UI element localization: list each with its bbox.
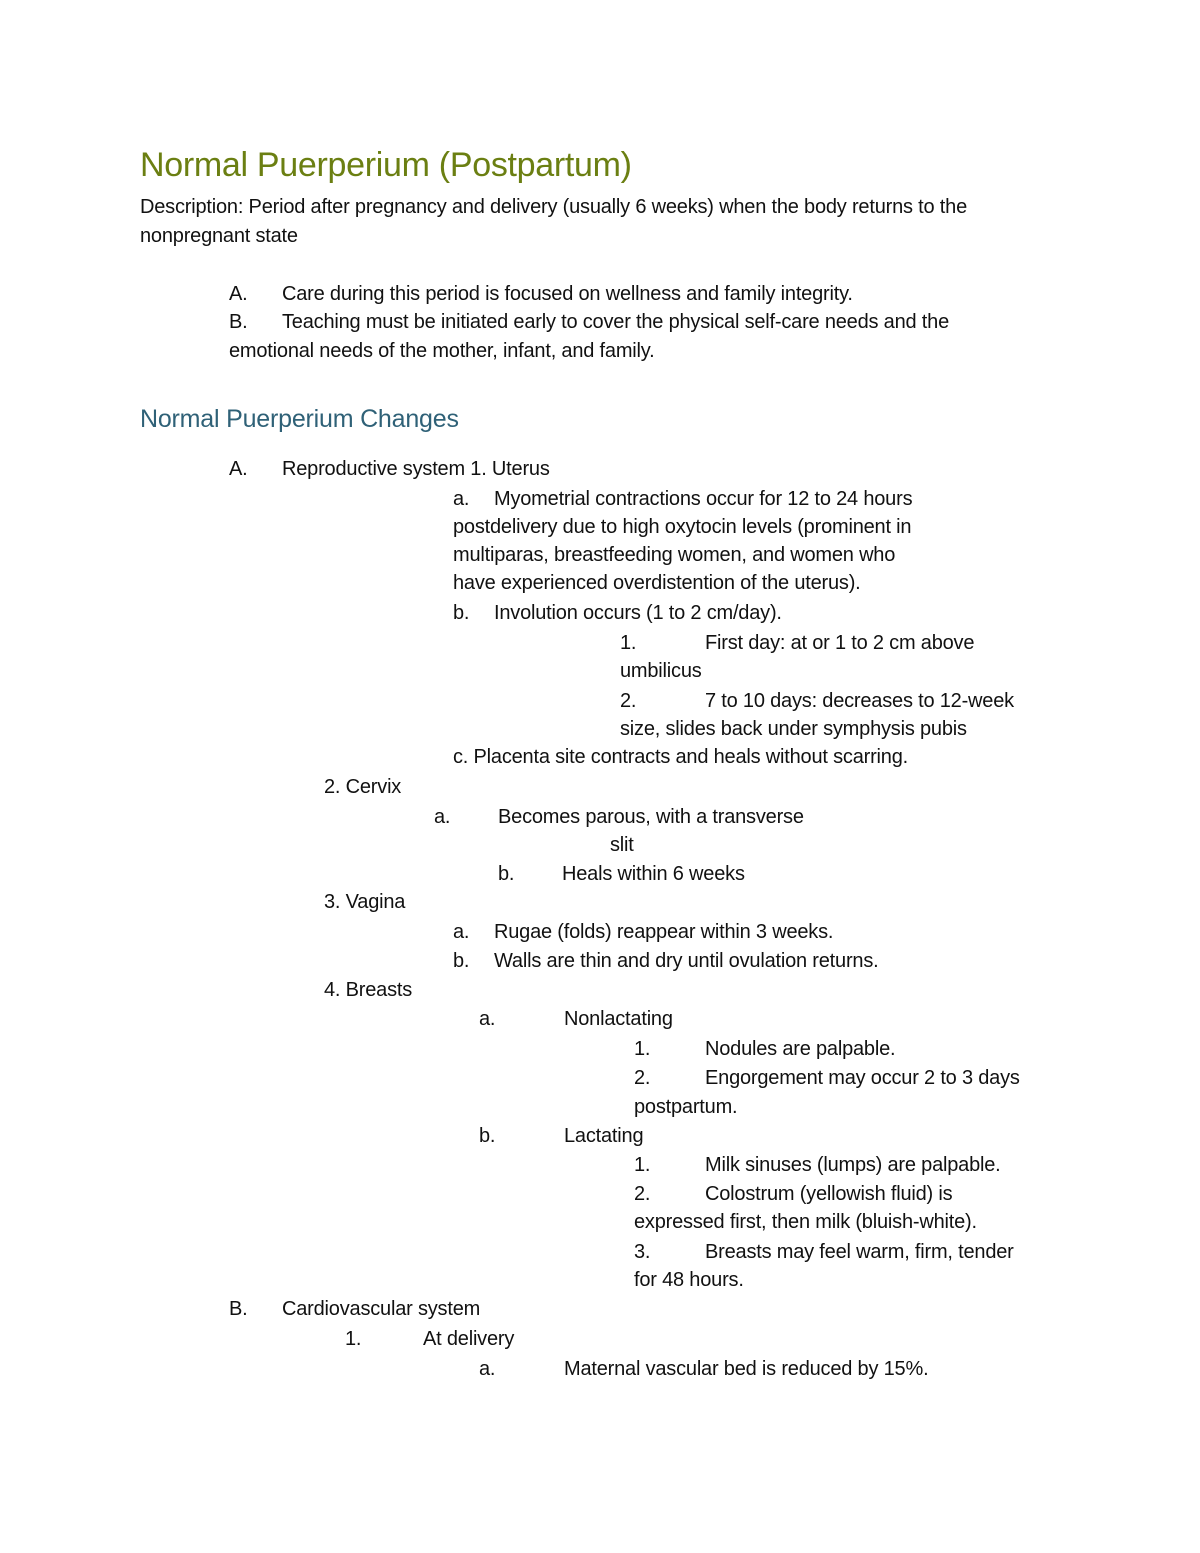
breasts-b2-line-1: Colostrum (yellowish fluid) is xyxy=(705,1183,953,1205)
breasts-b2-marker: 2. xyxy=(634,1183,651,1205)
cervix-a-marker: a. xyxy=(434,806,451,828)
intro-marker-b: B. xyxy=(229,311,248,333)
cervix-heading: 2. Cervix xyxy=(324,776,402,798)
description-line-2: nonpregnant state xyxy=(140,225,298,247)
outline-marker-a: A. xyxy=(229,458,248,480)
cervix-a-line-2: slit xyxy=(610,834,634,856)
uterus-a-marker: a. xyxy=(453,488,470,510)
intro-item-a: Care during this period is focused on wellness and family integrity. xyxy=(282,283,853,305)
outline-marker-b: B. xyxy=(229,1298,248,1320)
uterus-a-line-4: have experienced overdistention of the uterus). xyxy=(453,572,861,594)
breasts-a2-marker: 2. xyxy=(634,1067,651,1089)
breasts-b-text: Lactating xyxy=(564,1125,644,1147)
cervix-a-line-1: Becomes parous, with a transverse xyxy=(498,806,804,828)
breasts-b3-line-1: Breasts may feel warm, firm, tender xyxy=(705,1241,1014,1263)
cervix-b-text: Heals within 6 weeks xyxy=(562,863,745,885)
section-heading: Normal Puerperium Changes xyxy=(140,405,459,433)
breasts-b3-line-2: for 48 hours. xyxy=(634,1269,744,1291)
breasts-b1-text: Milk sinuses (lumps) are palpable. xyxy=(705,1154,1001,1176)
cardio-1a-marker: a. xyxy=(479,1358,496,1380)
breasts-a2-line-1: Engorgement may occur 2 to 3 days xyxy=(705,1067,1020,1089)
vagina-b-marker: b. xyxy=(453,950,470,972)
uterus-b2-line-2: size, slides back under symphysis pubis xyxy=(620,718,967,740)
uterus-b1-line-2: umbilicus xyxy=(620,660,702,682)
vagina-heading: 3. Vagina xyxy=(324,891,406,913)
uterus-b2-marker: 2. xyxy=(620,690,637,712)
intro-item-b-line-2: emotional needs of the mother, infant, and family. xyxy=(229,340,655,362)
uterus-a-line-2: postdelivery due to high oxytocin levels (prominent in xyxy=(453,516,912,538)
uterus-b1-marker: 1. xyxy=(620,632,637,654)
outline-item-a: Reproductive system 1. Uterus xyxy=(282,458,550,480)
breasts-b2-line-2: expressed first, then milk (bluish-white). xyxy=(634,1211,977,1233)
page-title: Normal Puerperium (Postpartum) xyxy=(140,146,632,184)
breasts-a1-text: Nodules are palpable. xyxy=(705,1038,896,1060)
breasts-b3-marker: 3. xyxy=(634,1241,651,1263)
intro-marker-a: A. xyxy=(229,283,248,305)
uterus-b1-line-1: First day: at or 1 to 2 cm above xyxy=(705,632,975,654)
breasts-b-marker: b. xyxy=(479,1125,496,1147)
breasts-a-text: Nonlactating xyxy=(564,1008,673,1030)
intro-item-b-line-1: Teaching must be initiated early to cover the physical self-care needs and the xyxy=(282,311,950,333)
vagina-b-text: Walls are thin and dry until ovulation returns. xyxy=(494,950,879,972)
uterus-b-text: Involution occurs (1 to 2 cm/day). xyxy=(494,602,782,624)
cardio-1-marker: 1. xyxy=(345,1328,362,1350)
breasts-heading: 4. Breasts xyxy=(324,979,413,1001)
uterus-a-line-1: Myometrial contractions occur for 12 to 24 hours xyxy=(494,488,913,510)
breasts-a2-line-2: postpartum. xyxy=(634,1096,738,1118)
outline-item-b: Cardiovascular system xyxy=(282,1298,481,1320)
uterus-b-marker: b. xyxy=(453,602,470,624)
uterus-a-line-3: multiparas, breastfeeding women, and women who xyxy=(453,544,896,566)
cardio-1-text: At delivery xyxy=(423,1328,515,1350)
uterus-c-text: c. Placenta site contracts and heals without scarring. xyxy=(453,746,908,768)
vagina-a-marker: a. xyxy=(453,921,470,943)
description-line-1: Description: Period after pregnancy and delivery (usually 6 weeks) when the body returns to the xyxy=(140,196,968,218)
uterus-b2-line-1: 7 to 10 days: decreases to 12-week xyxy=(705,690,1014,712)
cervix-b-marker: b. xyxy=(498,863,515,885)
cardio-1a-text: Maternal vascular bed is reduced by 15%. xyxy=(564,1358,929,1380)
breasts-a-marker: a. xyxy=(479,1008,496,1030)
vagina-a-text: Rugae (folds) reappear within 3 weeks. xyxy=(494,921,834,943)
breasts-a1-marker: 1. xyxy=(634,1038,651,1060)
breasts-b1-marker: 1. xyxy=(634,1154,651,1176)
